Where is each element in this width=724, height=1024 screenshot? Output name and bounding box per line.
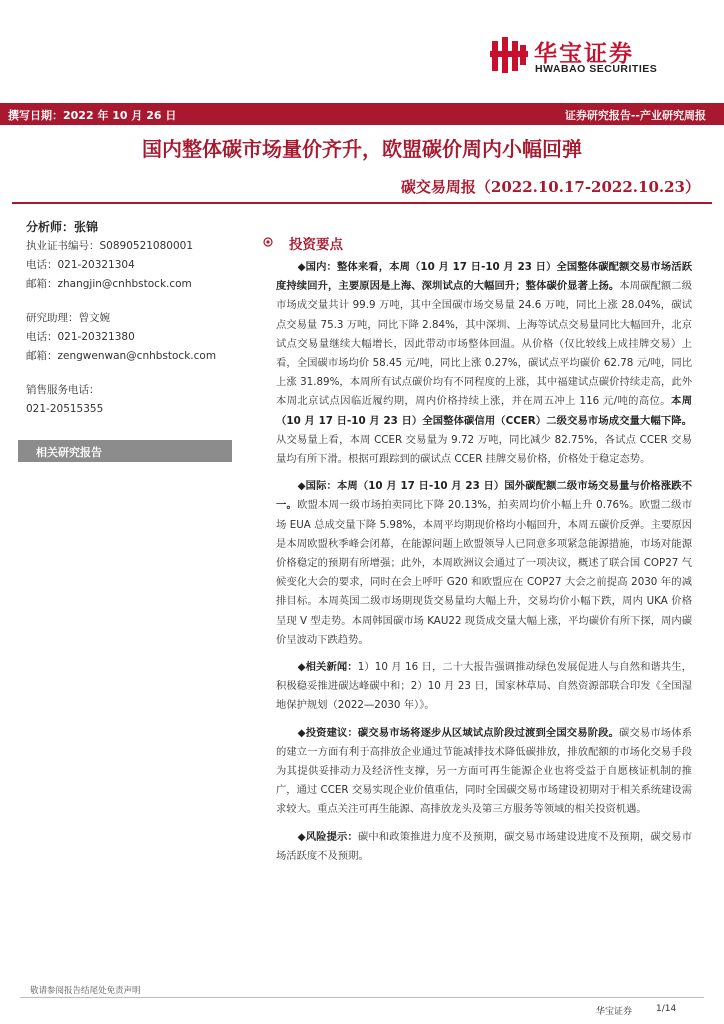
domestic-lead: ◆国内：整体来看，本周（10 月 17 日-10 月 23 日）全国整体碳配额交易市场活跃度持续回升，主要原因是上海、深圳试点的大幅回升；整体碳价显著上扬。 [276,261,692,293]
domestic-text: 本周碳配额二级市场成交量共计 99.9 万吨，其中全国碳市场交易量 24.6 万吨，同比上涨 28.04%，碳试点交易量 75.3 万吨，同比下降 2.84%，其中深圳、上海等试点交易量同比大幅回升，北京试点交易量继续大幅增长，因此带动市场整体回温。从价格（仅比较线上成挂牌交易）上看，全国碳市场均价 58.45 元/吨，同比上涨 0.27%，碳试点平均碳价 62.78 元/吨，同比上涨 31.89%，本周所有试点碳价均有不同程度的上涨，其中福建试点碳价持续走高，此外本周北京试点因临近履约期，周内价格持续上涨，并在周五冲上 116 元/吨的高位。 [276,280,693,408]
header-bar [0,103,724,125]
analyst-email[interactable]: 邮箱：zhangjin@cnhbstock.com [26,278,192,290]
target-icon [263,237,273,247]
logo-name-cn: 华宝证券 [534,41,634,67]
footer-brand: 华宝证券 [596,1007,633,1017]
advice-lead: ◆投资建议：碳交易市场将逐步从区域试点阶段过渡到全国交易阶段。 [297,726,620,739]
page-number: 1/14 [656,1004,677,1014]
key-points [276,258,692,874]
report-category: 证券研究报告--产业研究周报 [564,109,706,122]
analyst-cert: 执业证书编号：S0890521080001 [26,240,194,252]
ccer-text: 从交易量上看，本周 CCER 交易量为 9.72 万吨，同比减少 82.75%，各试点 CCER 交易量均有所下滑。根据可跟踪到的碳试点 CCER 挂牌交易价格，价格处于稳定态势。 [276,433,692,466]
international-lead: ◆国际：本周（10 月 17 日-10 月 23 日）国外碳配额二级市场交易量与价格涨跌不一。 [276,480,692,512]
section-heading-text: 投资要点 [289,237,343,253]
analyst-name: 分析师：张锦 [26,220,99,234]
analyst-phone: 电话：021-20321304 [26,259,135,271]
paragraph-international [276,477,692,650]
report-subtitle: 碳交易周报（2022.10.17-2022.10.23） [400,178,700,196]
footer-divider [20,997,704,998]
report-title: 国内整体碳市场量价齐升，欧盟碳价周内小幅回弹 [142,137,582,161]
news-lead: ◆相关新闻： [297,661,358,674]
ccer-lead: 本周（10 月 17 日-10 月 23 日）全国整体碳信用（CCER）二级交易市场成交量大幅下降。 [276,395,693,427]
disclaimer-note: 敬请参阅报告结尾处免责声明 [30,986,141,996]
logo-name-en: HWABAO SECURITIES [535,63,658,75]
assistant-phone: 电话：021-20321380 [26,331,135,343]
report-date: 撰写日期：2022 年 10 月 26 日 [8,109,177,122]
paragraph-advice [276,724,692,820]
related-reports-header[interactable] [18,440,232,462]
assistant-email[interactable]: 邮箱：zengwenwan@cnhbstock.com [26,350,217,362]
sales-phone: 021-20515355 [26,403,104,415]
paragraph-domestic [276,258,692,469]
sales-label: 销售服务电话： [26,384,100,396]
risk-text: 碳中和政策推进力度不及预期，碳交易市场建设进度不及预期，碳交易市场活跃度不及预期。 [276,830,693,862]
international-text: 欧盟本周一级市场拍卖同比下降 20.13%，拍卖周均价小幅上升 0.76%。欧盟二级市场 EUA 总成交量下降 5.98%，本周平均期现价格均小幅回升，本周五碳价反弹。主要原因是本周欧盟秋季峰会闭幕，在能源问题上欧盟领导人已同意多项紧急能源措施，市场对能源价格稳定的预期有所增强；此外，本周欧洲议会通过了一项决议，概述了联合国 COP27 气候变化大会的要求，同时在会上呼吁 G20 和欧盟应在 COP27 大会之前提高 2030 年的减排目标。本周英国二级市场期现货交易量均大幅上升，交易均价小幅下跌，周内 UKA 价格呈现 V 型走势。本周韩国碳市场 KAU22 现货成交量大幅上涨，平均碳价有所下探，周内碳价呈波动下跌趋势。 [276,499,692,646]
risk-lead: ◆风险提示： [297,830,358,843]
assistant-name: 研究助理：曾文婉 [26,312,110,324]
company-logo [490,35,702,75]
paragraph-risk [276,828,692,866]
hwabao-logo-icon [490,35,528,75]
news-text: 1）10 月 16 日，二十大报告强调推动绿色发展促进人与自然和谐共生，积极稳妥推进碳达峰碳中和；2）10 月 23 日，国家林草局、自然资源部联合印发《全国湿地保护规划（2022—2030 年）》。 [276,661,693,712]
related-reports-label: 相关研究报告 [36,446,102,459]
title-divider [12,202,712,204]
paragraph-news [276,658,692,716]
advice-text: 碳交易市场体系的建立一方面有利于高排放企业通过节能减排技术降低碳排放，排放配额的市场化交易手段为其提供妥排动力及经济性支撑，另一方面可再生能源企业也将受益于自愿核证机制的推广，通过 CCER 交易实现企业价值重估，同时全国碳交易市场建设初期对于相关系统建设需求较大。重点关注可再生能源、高排放龙头及第三方服务等领域的相关投资机遇。 [276,726,692,816]
analyst-info [26,218,238,419]
